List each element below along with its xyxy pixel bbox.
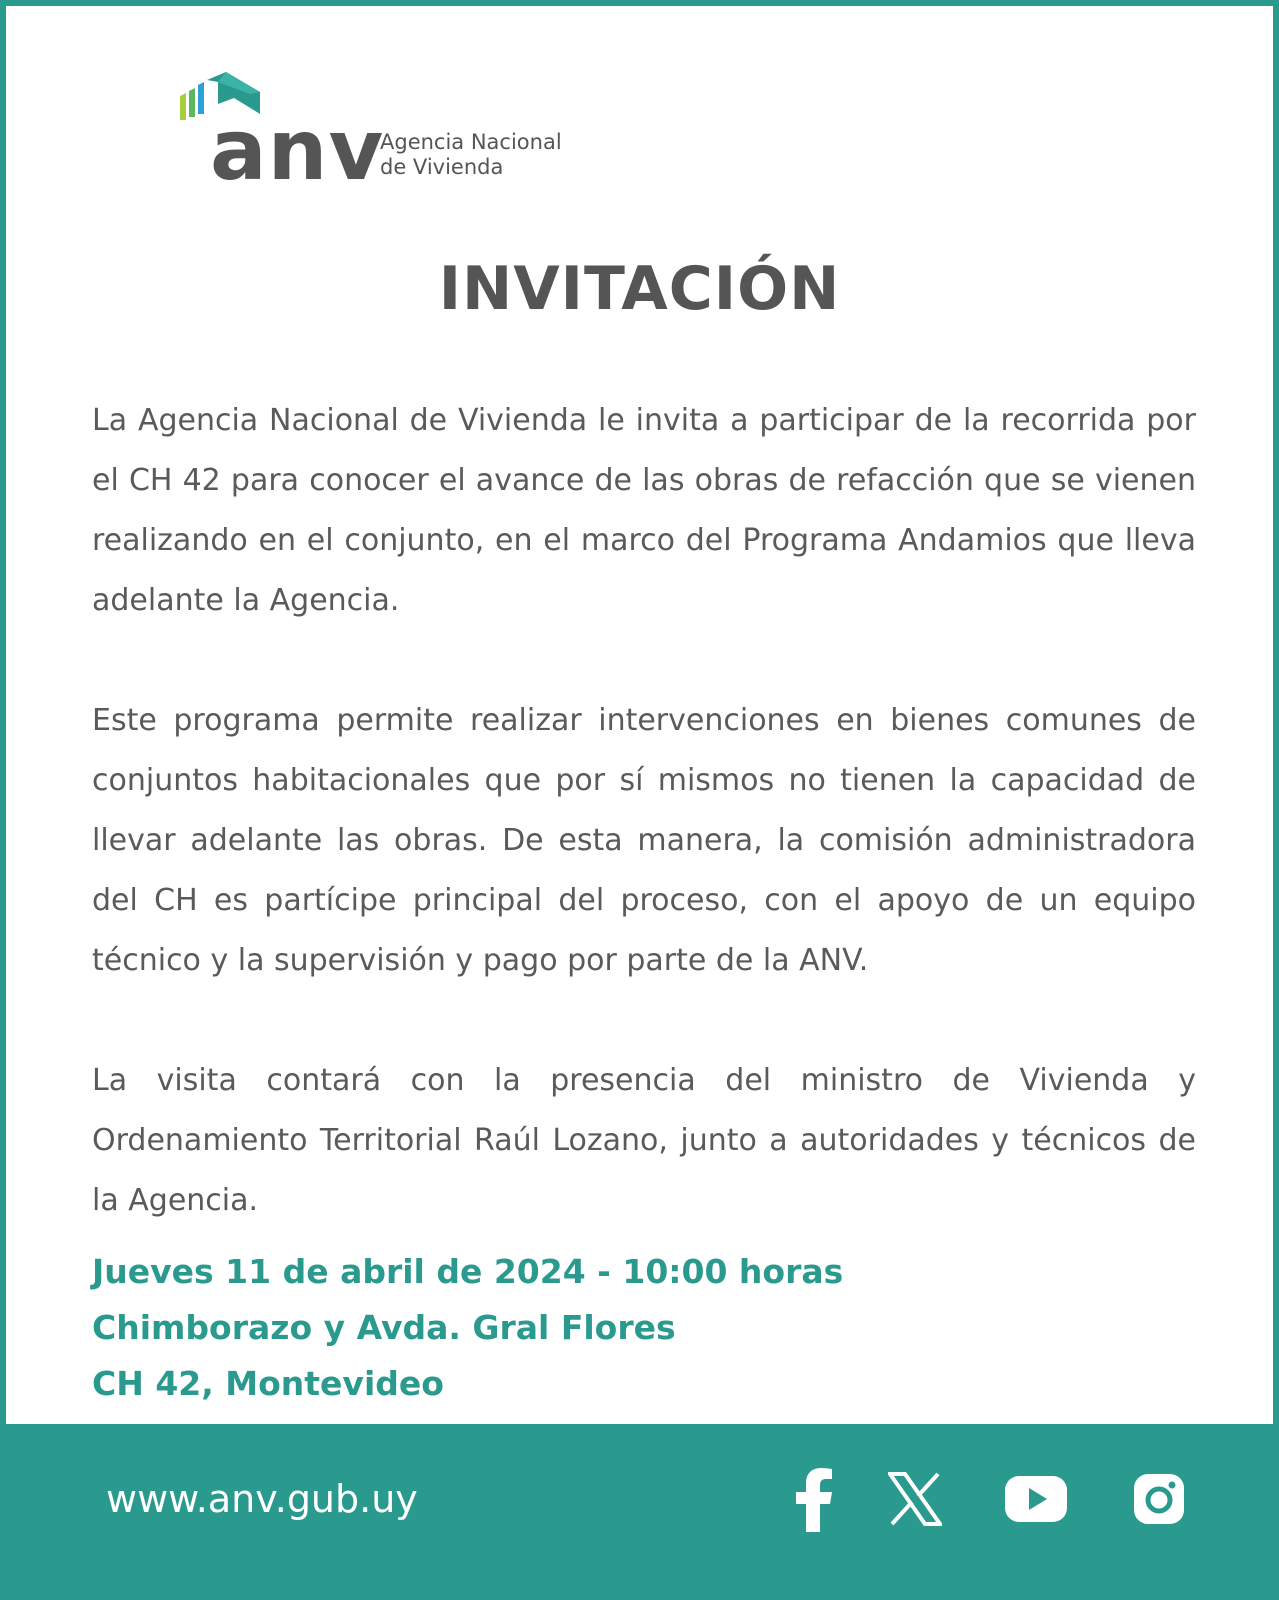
event-place: CH 42, Montevideo [92,1364,444,1403]
youtube-icon[interactable] [1005,1468,1067,1522]
paragraph-intro: La Agencia Nacional de Vivienda le invita a participar de la recorrida por el CH 42 para conocer el avance de las obras de refacción que se vienen realizando en el conjunto, en el marco del Programa Andamios que lleva adelante la Agencia. [92,403,1196,618]
facebook-icon[interactable] [794,1468,834,1532]
x-icon[interactable] [888,1468,942,1526]
anv-logo [178,70,598,199]
website-link[interactable]: www.anv.gub.uy [106,1477,418,1521]
event-details [92,1244,1196,1412]
logo-subtitle-line2: de Vivienda [380,155,504,179]
instagram-icon[interactable] [1134,1468,1184,1524]
logo-wordmark: anv [210,101,385,199]
event-address: Chimborazo y Avda. Gral Flores [92,1308,676,1347]
page-title: INVITACIÓN [438,254,841,324]
logo-subtitle [380,130,562,180]
invitation-body [92,391,1196,1291]
logo-subtitle-line1: Agencia Nacional [380,130,562,154]
paragraph-visit: La visita contará con la presencia del ministro de Vivienda y Ordenamiento Territorial Raúl Lozano, junto a autoridades y técnicos de la Agencia. [92,1063,1196,1218]
event-date-time: Jueves 11 de abril de 2024 - 10:00 horas [92,1252,844,1291]
footer [0,1424,1273,1600]
paragraph-program: Este programa permite realizar intervenciones en bienes comunes de conjuntos habitacionales que por sí mismos no tienen la capacidad de llevar adelante las obras. De esta manera, la comisión administradora del CH es partícipe principal del proceso, con el apoyo de un equipo técnico y la supervisión y pago por parte de la ANV. [92,703,1196,978]
